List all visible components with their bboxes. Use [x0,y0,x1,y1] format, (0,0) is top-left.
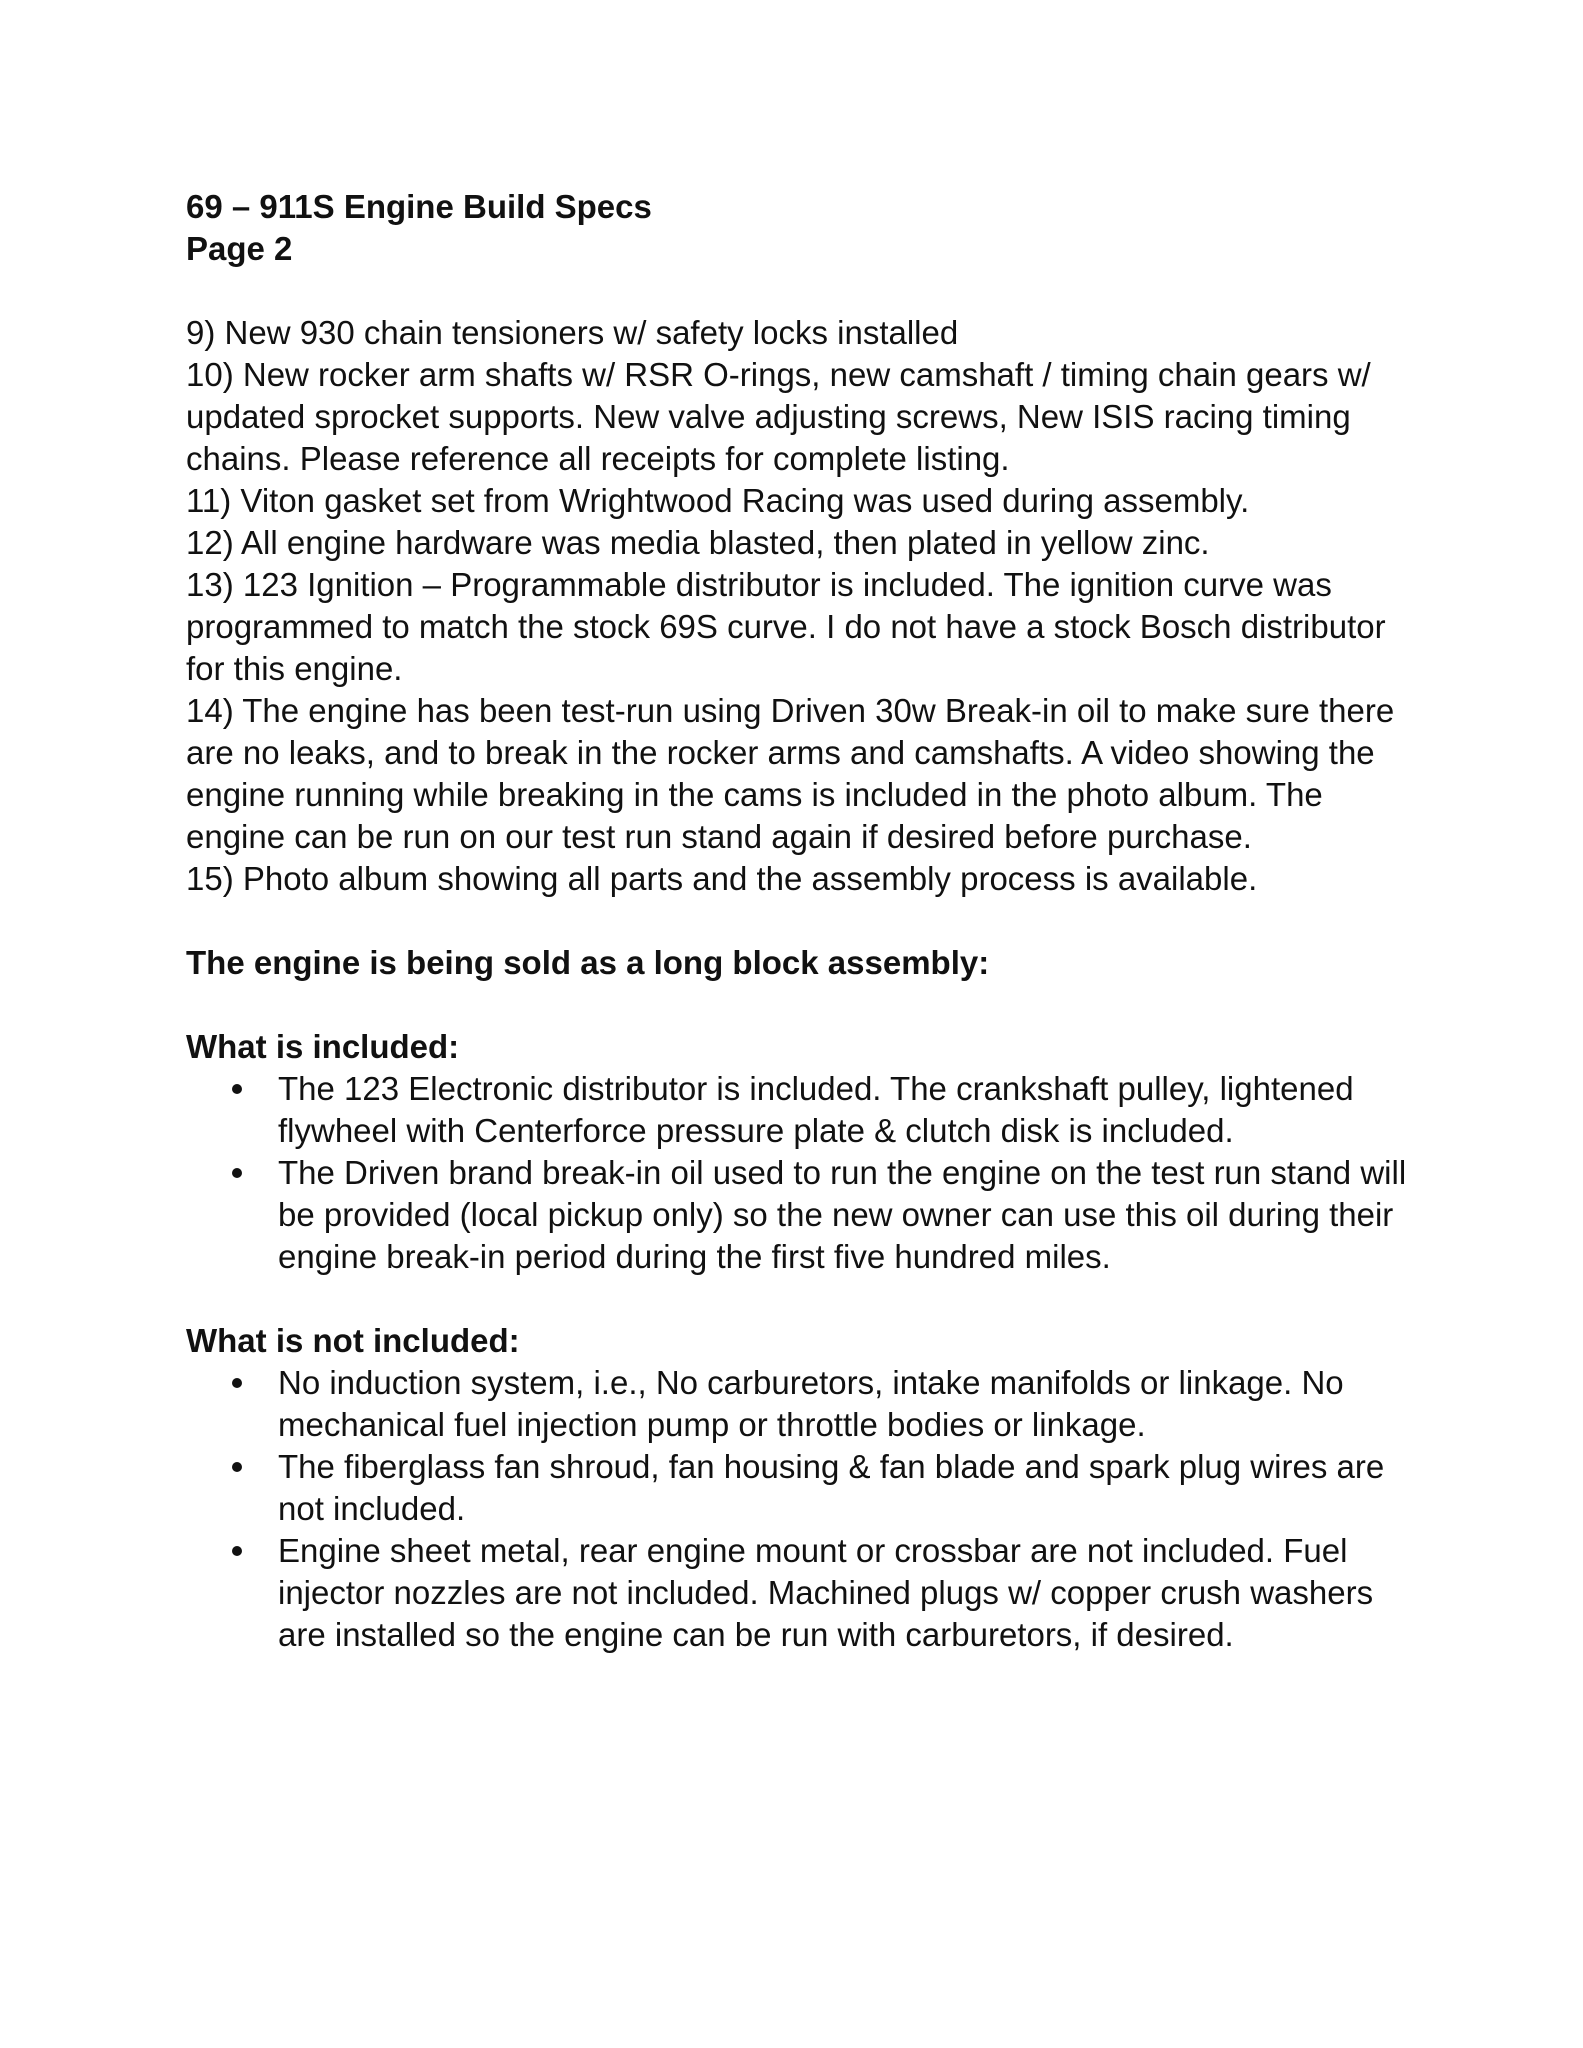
spec-item: 10) New rocker arm shafts w/ RSR O-rings, new camshaft / timing chain gears w/ updated sprocket supports. New valve adjusting screws, New ISIS racing timing chains. Please reference all receipts for complete listing. [186,356,1371,477]
spec-item: 13) 123 Ignition – Programmable distributor is included. The ignition curve was programmed to match the stock 69S curve. I do not have a stock Bosch distributor for this engine. [186,566,1386,687]
list-item-text: The Driven brand break-in oil used to run the engine on the test run stand will be provided (local pickup only) so the new owner can use this oil during their engine break-in period during the first five hundred miles. [278,1154,1407,1275]
bullet-icon [232,1462,242,1472]
spec-item: 15) Photo album showing all parts and the assembly process is available. [186,860,1258,897]
bullet-icon [232,1546,242,1556]
spec-item: 9) New 930 chain tensioners w/ safety locks installed [186,314,959,351]
numbered-spec-list [186,312,1426,900]
sold-as-heading: The engine is being sold as a long block assembly: [186,944,990,981]
list-item-text: The 123 Electronic distributor is included. The crankshaft pulley, lightened flywheel with Centerforce pressure plate & clutch disk is included. [278,1070,1354,1149]
not-included-list [186,1362,1426,1656]
bullet-icon [232,1168,242,1178]
list-item [186,1446,1426,1530]
spec-item: 12) All engine hardware was media blasted, then plated in yellow zinc. [186,524,1210,561]
included-list [186,1068,1426,1278]
not-included-heading: What is not included: [186,1322,520,1359]
list-item-text: No induction system, i.e., No carburetors, intake manifolds or linkage. No mechanical fuel injection pump or throttle bodies or linkage. [278,1364,1344,1443]
bullet-icon [232,1378,242,1388]
list-item [186,1530,1426,1656]
list-item-text: Engine sheet metal, rear engine mount or crossbar are not included. Fuel injector nozzles are not included. Machined plugs w/ copper crush washers are installed so the engine can be run with carburetors, if desired. [278,1532,1374,1653]
list-item [186,1068,1426,1152]
list-item [186,1152,1426,1278]
document-body [186,186,1426,1656]
list-item-text: The fiberglass fan shroud, fan housing & fan blade and spark plug wires are not included. [278,1448,1385,1527]
included-heading: What is included: [186,1028,460,1065]
document-title: 69 – 911S Engine Build Specs [186,188,652,225]
page-number-label: Page 2 [186,230,293,267]
spec-item: 11) Viton gasket set from Wrightwood Racing was used during assembly. [186,482,1250,519]
bullet-icon [232,1084,242,1094]
spec-item: 14) The engine has been test-run using Driven 30w Break-in oil to make sure there are no leaks, and to break in the rocker arms and camshafts. A video showing the engine running while breaking in the cams is included in the photo album. The engine can be run on our test run stand again if desired before purchase. [186,692,1395,855]
list-item [186,1362,1426,1446]
